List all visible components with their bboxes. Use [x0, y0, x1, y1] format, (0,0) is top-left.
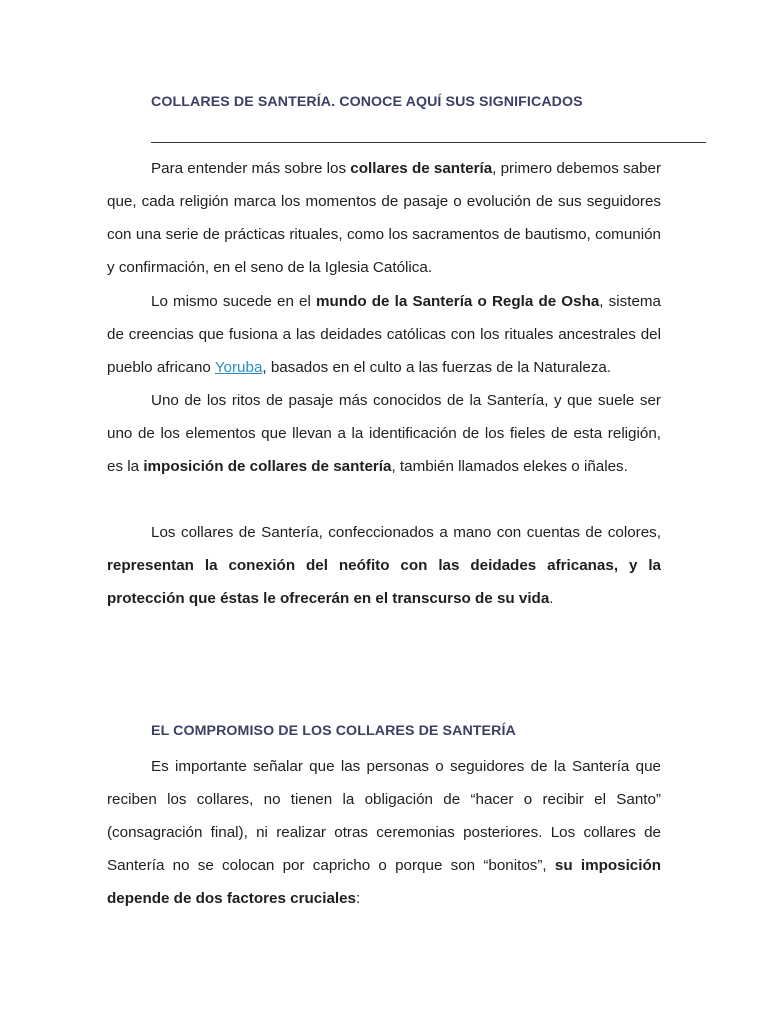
paragraph-text: , primero debemos saber que, cada religión marca los momentos de pasaje o evolución de sus seguidores con una serie de prácticas rituales, como los sacramentos de bautismo, comunión y confirmación, en el seno de la Iglesia Católica. — [107, 160, 662, 276]
bold-phrase: mundo de la Santería o Regla de Osha — [316, 293, 600, 310]
paragraph-text: : — [356, 890, 361, 907]
paragraph-text: Lo mismo sucede en el — [151, 293, 317, 310]
paragraph-regla-de-osha — [107, 285, 661, 384]
paragraph-text: . — [549, 590, 554, 607]
bold-phrase: representan la conexión del neófito con las deidades africanas, y la protección que éstas le ofrecerán en el transcurso de su vida — [107, 557, 661, 607]
paragraph-text: , también llamados elekes o iñales. — [391, 458, 628, 475]
paragraph-text: Para entender más sobre los — [151, 160, 351, 177]
title-underline-divider — [151, 142, 706, 143]
bold-phrase: su imposición depende de dos factores cruciales — [107, 857, 662, 907]
paragraph-ritos-de-pasaje — [107, 384, 661, 483]
paragraph-text: , basados en el culto a las fuerzas de la Naturaleza. — [262, 359, 612, 376]
paragraph-text: Es importante señalar que las personas o seguidores de la Santería que reciben los collares, no tienen la obligación de “hacer o recibir el Santo” (consagración final), ni realizar otras ceremonias posteriores. Los collares de Santería no se colocan por capricho o porque son “bonitos”, — [107, 758, 661, 874]
section-title-collares: COLLARES DE SANTERÍA. CONOCE AQUÍ SUS SIGNIFICADOS — [151, 94, 583, 110]
bold-phrase: imposición de collares de santería — [143, 458, 392, 475]
bold-phrase: collares de santería — [350, 160, 493, 177]
paragraph-text: Uno de los ritos de pasaje más conocidos de la Santería, y que suele ser uno de los elementos que llevan a la identificación de los fieles de esta religión, es la — [107, 392, 661, 475]
paragraph-text: , sistema de creencias que fusiona a las deidades católicas con los rituales ancestrales del pueblo africano — [107, 293, 661, 376]
paragraph-intro — [107, 152, 661, 284]
yoruba-link[interactable]: Yoruba — [214, 359, 263, 376]
paragraph-compromiso — [107, 750, 661, 915]
section-title-compromiso: EL COMPROMISO DE LOS COLLARES DE SANTERÍA — [151, 723, 516, 739]
paragraph-text: Los collares de Santería, confeccionados a mano con cuentas de colores, — [151, 524, 661, 541]
paragraph-collares-significado — [107, 516, 661, 615]
